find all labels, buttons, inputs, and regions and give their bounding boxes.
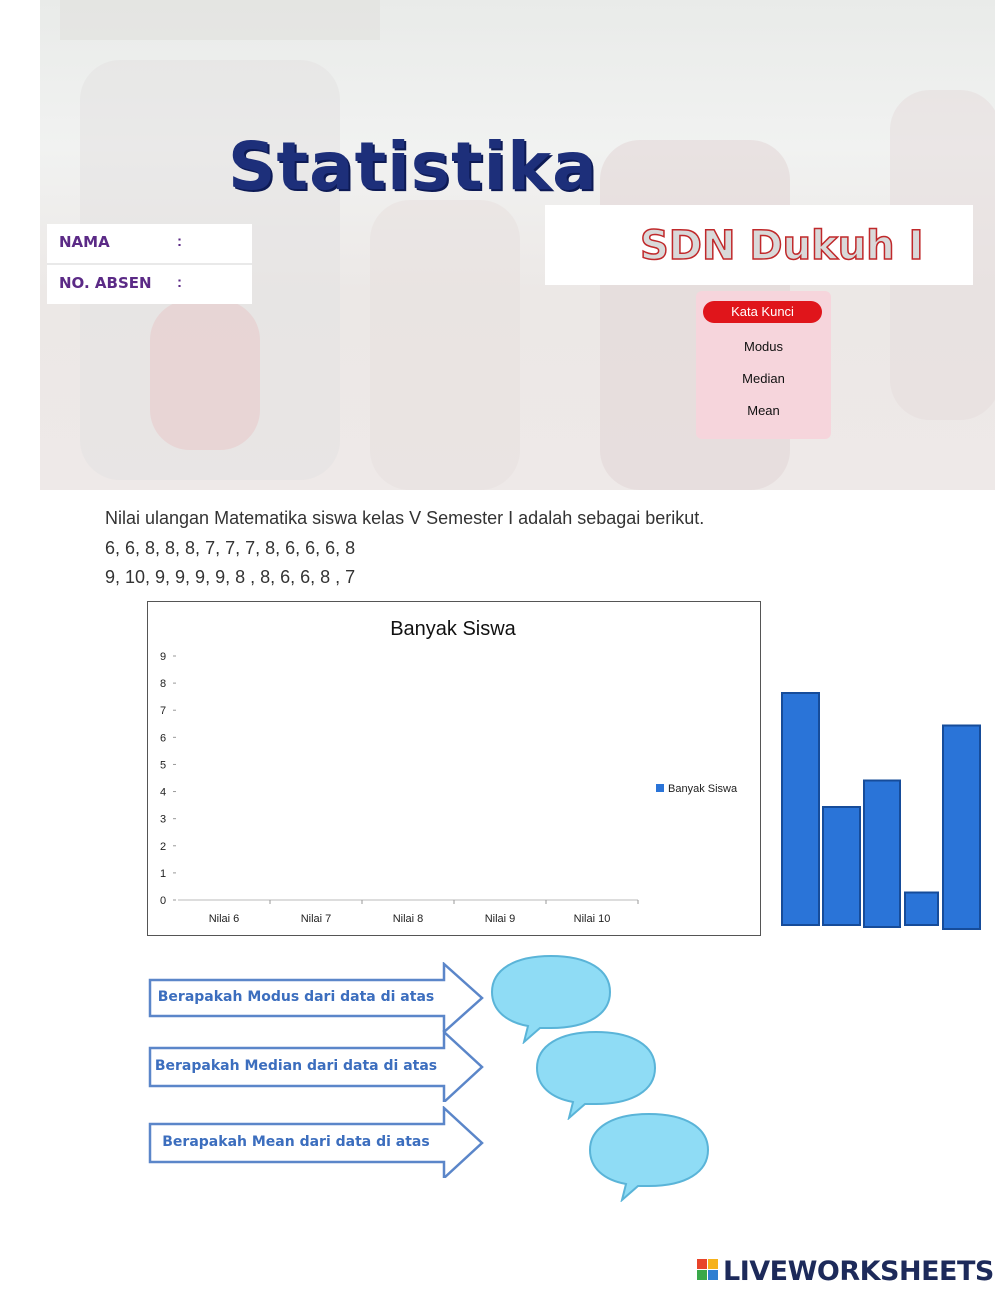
question-arrow-median [148, 1030, 484, 1088]
keyword-heading: Kata Kunci [703, 301, 822, 323]
draggable-bar[interactable] [905, 893, 938, 926]
draggable-bar[interactable] [823, 807, 860, 925]
identity-box [47, 224, 252, 304]
x-tick-label: Nilai 7 [300, 913, 332, 925]
keyword-item: Median [742, 371, 785, 386]
draggable-bars[interactable] [778, 683, 988, 933]
background-figure [150, 300, 260, 450]
y-axis [160, 651, 176, 907]
y-tick-label: 2 [160, 840, 167, 853]
divider [47, 263, 252, 265]
data-line: 9, 10, 9, 9, 9, 9, 8 , 8, 6, 6, 8 , 7 [105, 567, 356, 587]
bar-chart[interactable] [147, 601, 761, 936]
x-tick-label: Nilai 6 [208, 913, 240, 925]
y-tick-label: 5 [160, 759, 167, 772]
question-arrow-mean [148, 1106, 484, 1164]
chart-title: Banyak Siswa [390, 618, 516, 640]
y-tick-label: 0 [160, 895, 167, 907]
background-figure [370, 200, 520, 490]
draggable-bar[interactable] [782, 693, 819, 925]
y-tick-label: 1 [160, 867, 167, 880]
school-box [545, 205, 973, 285]
y-tick-label: 9 [160, 651, 167, 663]
x-tick-label: Nilai 10 [573, 913, 611, 925]
y-tick-label: 7 [160, 705, 167, 718]
keyword-box [696, 291, 831, 439]
answer-bubble-median[interactable] [533, 1028, 659, 1120]
x-tick-label: Nilai 9 [484, 913, 516, 925]
y-tick-label: 6 [160, 732, 167, 745]
absen-label: NO. ABSEN [59, 274, 152, 292]
background-figure [60, 0, 380, 40]
brand-logo: LIVEWORKSHEETS [723, 1256, 994, 1287]
question-arrow-modus [148, 962, 484, 1020]
y-tick-label: 4 [160, 786, 167, 799]
problem-intro: Nilai ulangan Matematika siswa kelas V Semester I adalah sebagai berikut. [105, 508, 705, 528]
name-label: NAMA [59, 233, 110, 251]
liveworksheets-logo-icon [697, 1259, 719, 1281]
x-axis [178, 900, 638, 925]
question-label: Berapakah Modus dari data di atas [157, 989, 435, 1005]
draggable-bar[interactable] [864, 781, 900, 928]
chart-canvas[interactable] [148, 602, 760, 935]
answer-bubble-mean[interactable] [586, 1110, 712, 1202]
legend-label: Banyak Siswa [668, 783, 738, 795]
legend-swatch [656, 784, 664, 792]
x-tick-label: Nilai 8 [392, 913, 424, 925]
y-tick-label: 8 [160, 678, 167, 691]
data-line: 6, 6, 8, 8, 8, 7, 7, 7, 8, 6, 6, 6, 8 [105, 538, 356, 558]
question-label: Berapakah Mean dari data di atas [162, 1134, 430, 1150]
school-name: SDN Dukuh I [640, 223, 924, 269]
y-tick-label: 3 [160, 813, 167, 826]
keyword-item: Modus [743, 339, 784, 354]
keyword-item: Mean [747, 403, 780, 418]
name-separator: : [177, 233, 182, 250]
question-label: Berapakah Median dari data di atas [154, 1058, 438, 1074]
absen-separator: : [177, 274, 182, 291]
draggable-bar[interactable] [943, 726, 980, 930]
page-title: Statistika [228, 128, 598, 205]
